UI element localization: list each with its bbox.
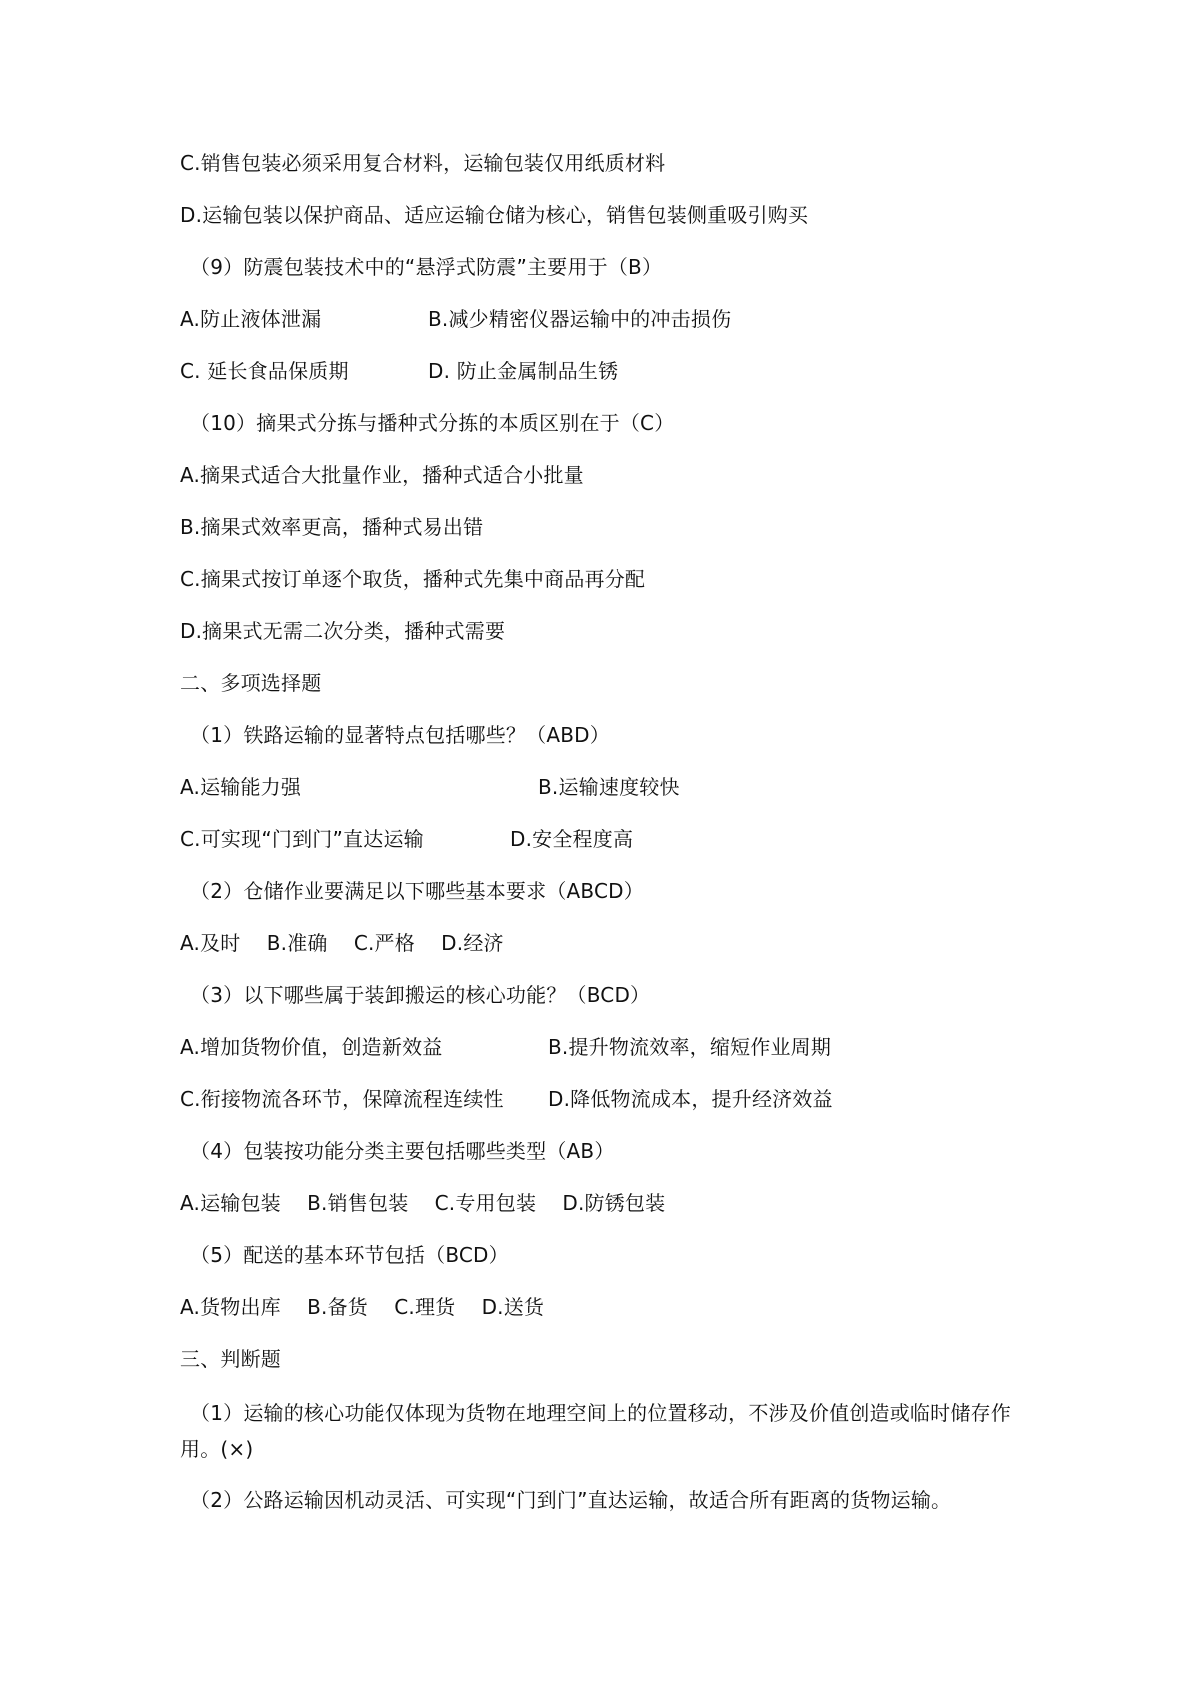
- q9-option-d: D. 防止金属制品生锈: [428, 359, 619, 383]
- q8-option-d: D.运输包装以保护商品、适应运输仓储为核心，销售包装侧重吸引购买: [180, 203, 809, 227]
- multi-q3-option-d: D.降低物流成本，提升经济效益: [548, 1087, 833, 1111]
- q9-option-b: B.减少精密仪器运输中的冲击损伤: [428, 307, 732, 331]
- multi-q3-option-a: A.增加货物价值，创造新效益: [180, 1035, 443, 1059]
- judge-q2: （2）公路运输因机动灵活、可实现“门到门”直达运输，故适合所有距离的货物运输。: [190, 1488, 952, 1512]
- multi-q1-option-b: B.运输速度较快: [538, 775, 680, 799]
- q10-stem: （10）摘果式分拣与播种式分拣的本质区别在于（C）: [190, 411, 675, 435]
- judge-q1: （1）运输的核心功能仅体现为货物在地理空间上的位置移动，不涉及价值创造或临时储存作用。(×): [180, 1401, 1011, 1461]
- multi-q2-stem: （2）仓储作业要满足以下哪些基本要求（ABCD）: [190, 879, 644, 903]
- multi-q1-option-a: A.运输能力强: [180, 775, 302, 799]
- section3-title: 三、判断题: [180, 1347, 281, 1371]
- section2-title: 二、多项选择题: [180, 671, 322, 695]
- q9-option-c: C. 延长食品保质期: [180, 359, 349, 383]
- q8-option-c: C.销售包装必须采用复合材料，运输包装仅用纸质材料: [180, 151, 666, 175]
- multi-q1-option-d: D.安全程度高: [510, 827, 634, 851]
- q10-option-a: A.摘果式适合大批量作业，播种式适合小批量: [180, 463, 584, 487]
- multi-q5-options: A.货物出库 B.备货 C.理货 D.送货: [180, 1295, 545, 1319]
- multi-q4-stem: （4）包装按功能分类主要包括哪些类型（AB）: [190, 1139, 615, 1163]
- multi-q3-stem: （3）以下哪些属于装卸搬运的核心功能？（BCD）: [190, 983, 651, 1007]
- q10-option-c: C.摘果式按订单逐个取货，播种式先集中商品再分配: [180, 567, 646, 591]
- multi-q3-option-b: B.提升物流效率，缩短作业周期: [548, 1035, 832, 1059]
- multi-q1-option-c: C.可实现“门到门”直达运输: [180, 827, 424, 851]
- multi-q4-options: A.运输包装 B.销售包装 C.专用包装 D.防锈包装: [180, 1191, 666, 1215]
- multi-q2-options: A.及时 B.准确 C.严格 D.经济: [180, 931, 504, 955]
- q9-stem: （9）防震包装技术中的“悬浮式防震”主要用于（B）: [190, 255, 663, 279]
- q10-option-d: D.摘果式无需二次分类，播种式需要: [180, 619, 506, 643]
- q10-option-b: B.摘果式效率更高，播种式易出错: [180, 515, 484, 539]
- q9-option-a: A.防止液体泄漏: [180, 307, 322, 331]
- multi-q3-option-c: C.衔接物流各环节，保障流程连续性: [180, 1087, 504, 1111]
- multi-q5-stem: （5）配送的基本环节包括（BCD）: [190, 1243, 509, 1267]
- multi-q1-stem: （1）铁路运输的显著特点包括哪些？（ABD）: [190, 723, 610, 747]
